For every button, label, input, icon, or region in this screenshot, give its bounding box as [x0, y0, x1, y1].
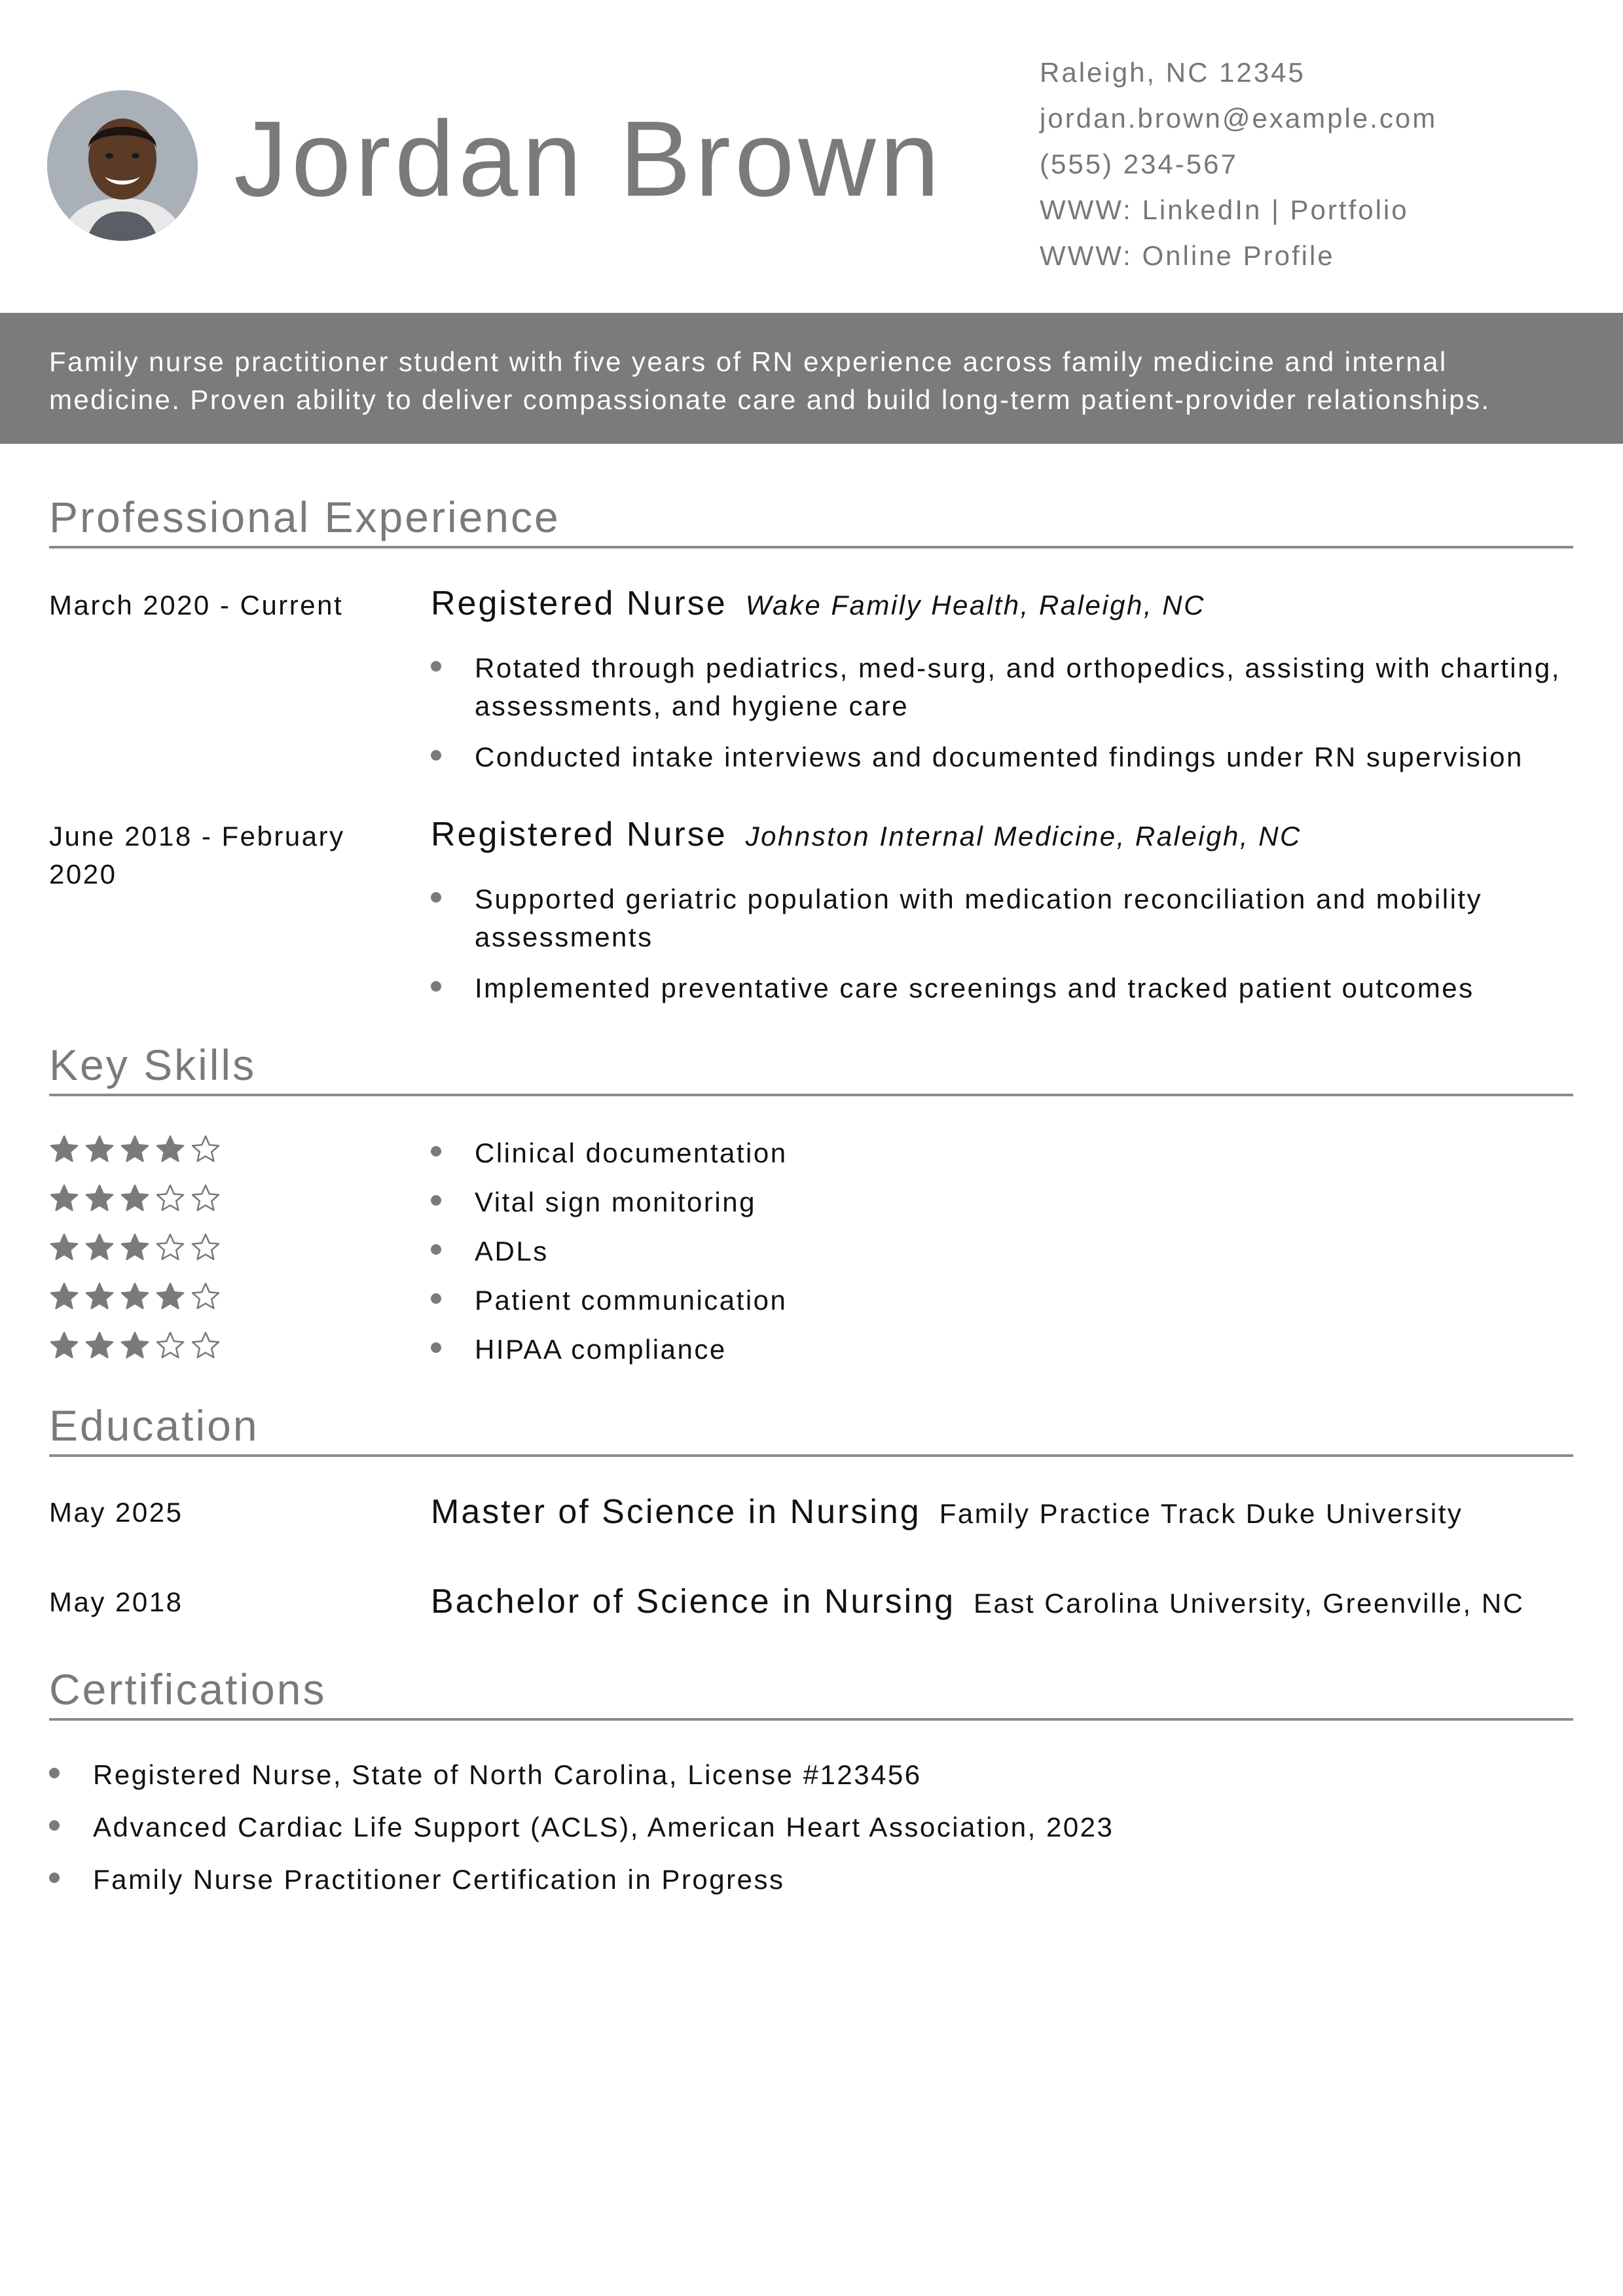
- summary-band: [0, 313, 1623, 444]
- star-filled-icon: [49, 1282, 79, 1312]
- skills-list: [431, 1134, 1573, 1380]
- job-date: March 2020 - Current: [49, 590, 344, 620]
- bullet-dot: [431, 750, 441, 761]
- star-empty-icon: [155, 1331, 185, 1361]
- bullet-dot: [431, 1244, 441, 1255]
- star-filled-icon: [49, 1331, 79, 1361]
- job-heading: [431, 584, 1205, 623]
- star-filled-icon: [120, 1183, 150, 1213]
- bullet-dot: [431, 981, 441, 992]
- star-filled-icon: [84, 1232, 115, 1263]
- star-empty-icon: [191, 1232, 221, 1263]
- job-bullets: [431, 880, 1573, 1007]
- list-item: Advanced Cardiac Life Support (ACLS), American Heart Association, 2023: [49, 1808, 1555, 1861]
- star-filled-icon: [84, 1134, 115, 1164]
- section-title-experience: Professional Experience: [49, 493, 560, 541]
- list-item: HIPAA compliance: [431, 1331, 1573, 1380]
- contact-links[interactable]: WWW: LinkedIn | Portfolio: [1040, 194, 1409, 225]
- profile-photo-image: [47, 90, 198, 241]
- star-empty-icon: [155, 1183, 185, 1213]
- skill-rating-stars: [49, 1134, 221, 1164]
- degree-title: Bachelor of Science in Nursing: [431, 1583, 956, 1621]
- star-filled-icon: [120, 1331, 150, 1361]
- star-filled-icon: [120, 1134, 150, 1164]
- star-filled-icon: [49, 1134, 79, 1164]
- star-filled-icon: [120, 1232, 150, 1263]
- candidate-name: Jordan Brown: [234, 99, 943, 219]
- degree-title: Master of Science in Nursing: [431, 1493, 921, 1531]
- profile-photo: [47, 90, 198, 241]
- list-item: Conducted intake interviews and documented findings under RN supervision: [431, 738, 1573, 776]
- section-divider: [49, 546, 1573, 548]
- section-title-skills: Key Skills: [49, 1041, 257, 1089]
- section-title-certifications: Certifications: [49, 1665, 327, 1713]
- star-filled-icon: [120, 1282, 150, 1312]
- education-heading: [431, 1582, 1525, 1621]
- list-item: Registered Nurse, State of North Carolina, License #123456: [49, 1756, 1555, 1808]
- certifications-list: [49, 1756, 1555, 1913]
- bullet-dot: [431, 1146, 441, 1157]
- bullet-dot: [49, 1820, 60, 1831]
- section-divider: [49, 1718, 1573, 1721]
- skill-rating-stars: [49, 1331, 221, 1361]
- education-institution: East Carolina University, Greenville, NC: [974, 1588, 1525, 1619]
- job-heading: [431, 815, 1302, 854]
- skill-rating-stars: [49, 1183, 221, 1213]
- skill-rating-stars: [49, 1282, 221, 1312]
- list-item: Clinical documentation: [431, 1134, 1573, 1183]
- job-title: Registered Nurse: [431, 816, 727, 853]
- education-heading: [431, 1492, 1463, 1532]
- star-filled-icon: [84, 1183, 115, 1213]
- list-item: Family Nurse Practitioner Certification in Progress: [49, 1861, 1555, 1913]
- bullet-dot: [431, 1342, 441, 1353]
- bullet-dot: [49, 1768, 60, 1778]
- job-organization: Wake Family Health, Raleigh, NC: [745, 590, 1205, 620]
- star-filled-icon: [49, 1232, 79, 1263]
- star-empty-icon: [155, 1232, 185, 1263]
- star-filled-icon: [84, 1331, 115, 1361]
- section-divider: [49, 1454, 1573, 1457]
- bullet-dot: [431, 892, 441, 903]
- list-item: Supported geriatric population with medication reconciliation and mobility assessments: [431, 880, 1573, 956]
- education-date: May 2025: [49, 1497, 183, 1528]
- contact-email[interactable]: jordan.brown@example.com: [1040, 103, 1438, 134]
- star-filled-icon: [49, 1183, 79, 1213]
- star-empty-icon: [191, 1134, 221, 1164]
- list-item: ADLs: [431, 1232, 1573, 1282]
- star-empty-icon: [191, 1183, 221, 1213]
- job-organization: Johnston Internal Medicine, Raleigh, NC: [745, 821, 1302, 852]
- bullet-dot: [431, 1293, 441, 1304]
- bullet-dot: [49, 1873, 60, 1883]
- education-institution: Family Practice Track Duke University: [939, 1498, 1463, 1529]
- skill-rating-stars: [49, 1232, 221, 1263]
- list-item: Patient communication: [431, 1282, 1573, 1331]
- list-item: Rotated through pediatrics, med-surg, and orthopedics, assisting with charting, assessments, and hygiene care: [431, 649, 1573, 725]
- contact-online-profile[interactable]: WWW: Online Profile: [1040, 240, 1335, 271]
- section-divider: [49, 1094, 1573, 1096]
- section-title-education: Education: [49, 1401, 259, 1450]
- bullet-dot: [431, 661, 441, 672]
- contact-address: Raleigh, NC 12345: [1040, 57, 1305, 88]
- list-item: Implemented preventative care screenings and tracked patient outcomes: [431, 969, 1573, 1007]
- contact-info: [1040, 50, 1437, 279]
- job-title: Registered Nurse: [431, 584, 727, 622]
- job-bullets: [431, 649, 1573, 776]
- star-empty-icon: [191, 1282, 221, 1312]
- job-date: June 2018 - February 2020: [49, 821, 345, 889]
- summary-text: Family nurse practitioner student with five years of RN experience across family medicine and internal medicine. Proven ability to deliver compassionate care and build long-term patient-provider relationships.: [49, 346, 1491, 415]
- bullet-dot: [431, 1195, 441, 1206]
- star-filled-icon: [84, 1282, 115, 1312]
- education-date: May 2018: [49, 1587, 183, 1617]
- list-item: Vital sign monitoring: [431, 1183, 1573, 1232]
- star-filled-icon: [155, 1134, 185, 1164]
- star-filled-icon: [155, 1282, 185, 1312]
- contact-phone: (555) 234-567: [1040, 149, 1238, 179]
- star-empty-icon: [191, 1331, 221, 1361]
